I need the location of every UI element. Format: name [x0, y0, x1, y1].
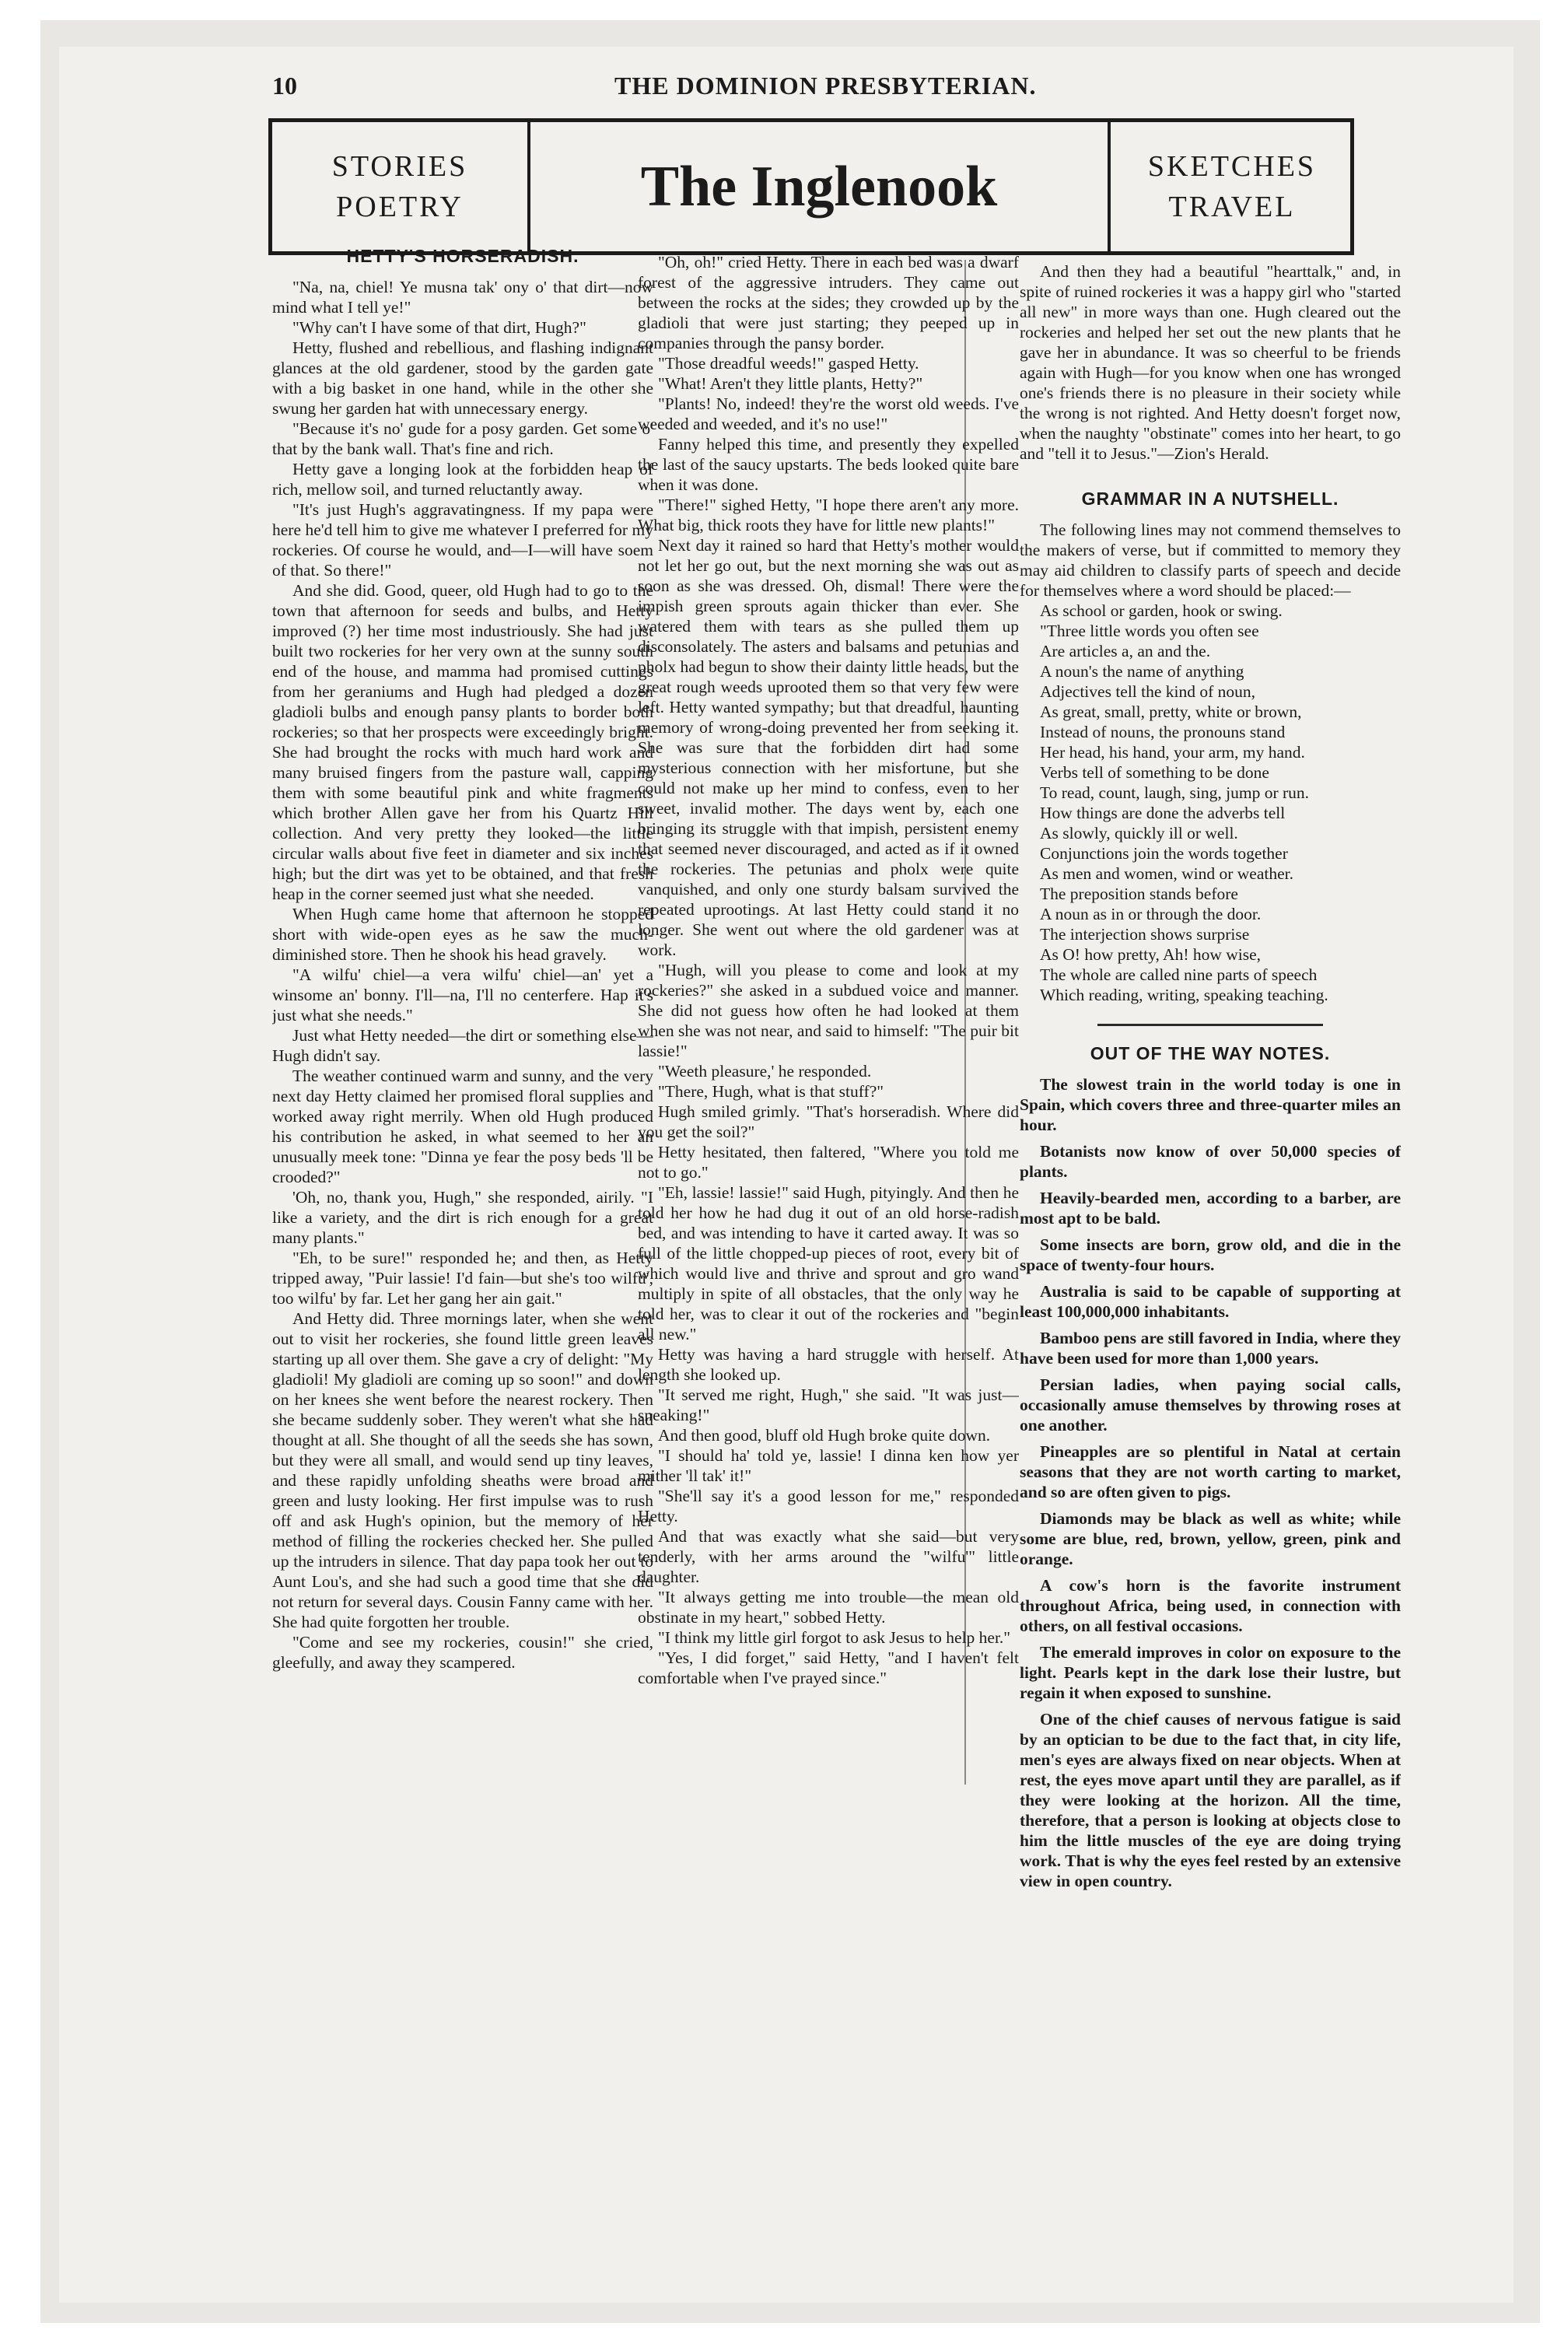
grammar-title: GRAMMAR IN A NUTSHELL. — [1081, 489, 1339, 509]
verse-line: Are articles a, an and the. — [1040, 642, 1211, 660]
banner-left-box — [272, 122, 530, 251]
verse-line: To read, count, laugh, sing, jump or run. — [1040, 783, 1310, 802]
verse-line: "Three little words you often see — [1040, 622, 1259, 640]
verse-line: A noun's the name of anything — [1040, 662, 1244, 681]
story-body-part-1 — [272, 277, 653, 1673]
story-paragraph: And that was exactly what she said—but very tenderly, with her arms around the "wilfu'" little daughter. — [638, 1527, 1019, 1586]
story-paragraph: When Hugh came home that afternoon he stopped short with wide-open eyes as he saw the much-diminished store. Then he shook his head gravely. — [272, 905, 653, 964]
story-paragraph: "Na, na, chiel! Ye musna tak' ony o' that dirt—now mind what I tell ye!" — [272, 278, 653, 317]
verse-line: The preposition stands before — [1040, 885, 1238, 903]
note-item: Some insects are born, grow old, and die in the space of twenty-four hours. — [1020, 1235, 1401, 1274]
story-paragraph: Hetty, flushed and rebellious, and flashing indignant glances at the old gardener, stood by the garden gate with a big basket in one hand, while in the other she swung her garden hat with unnecessary energy. — [272, 338, 653, 418]
verse-line: The interjection shows surprise — [1040, 925, 1250, 944]
banner-word: STORIES — [331, 150, 468, 183]
story-paragraph: "Hugh, will you please to come and look at my rockeries?" she asked in a subdued voice and manner. She did not guess how often he had looked at them when she was not near, and said to himself: "The puir bit lassie!" — [638, 961, 1019, 1060]
note-item: The emerald improves in color on exposure to the light. Pearls kept in the dark lose their lustre, but regain it when exposed to sunshine. — [1020, 1643, 1401, 1702]
story-paragraph: "Because it's no' gude for a posy garden. Get some o' that by the bank wall. That's fine and rich. — [272, 419, 653, 458]
story-paragraph: "She'll say it's a good lesson for me," responded Hetty. — [638, 1487, 1019, 1526]
story-paragraph: "I should ha' told ye, lassie! I dinna ken how yer mither 'll tak' it!" — [638, 1446, 1019, 1485]
grammar-verse — [1020, 601, 1401, 1005]
note-item: Pineapples are so plentiful in Natal at certain seasons that they are not worth carting to market, and so are often given to pigs. — [1020, 1442, 1401, 1501]
note-item: Bamboo pens are still favored in India, where they have been used for more than 1,000 years. — [1020, 1329, 1401, 1368]
note-item: A cow's horn is the favorite instrument throughout Africa, being used, in connection with others, on all festival occasions. — [1020, 1576, 1401, 1635]
story-paragraph: "It's just Hugh's aggravatingness. If my papa were here he'd tell him to give me whatever I preferred for my rockeries. Of course he would, and—I—will have soem of that. So there!" — [272, 500, 653, 580]
verse-line: As school or garden, hook or swing. — [1040, 601, 1283, 620]
story-paragraph: And Hetty did. Three mornings later, when she went out to visit her rockeries, she found little green leaves starting up all over them. She gave a cry of delight: "My gladioli! My gladioli are coming up so soon!" and down on her knees she went before the nearest rockery. Then she became suddenly sober. They weren't what she had thought at all. She thought of all the seeds she has sown, but they were all small, and would send up tiny leaves, and these rapidly unfolding sheaths were broad and green and lusty looking. Her first impulse was to rush off and ask Hugh's opinion, but the memory of her method of filling the rockeries checked her. She pulled up the intruders in silence. That day papa took her out to Aunt Lou's, and she had such a good time that she did not return for several days. Cousin Fanny came with her. She had quite forgotten her trouble. — [272, 1309, 653, 1631]
verse-line: A noun as in or through the door. — [1040, 905, 1262, 923]
banner-word: POETRY — [336, 191, 464, 223]
verse-line: Which reading, writing, speaking teaching. — [1040, 986, 1328, 1004]
note-item: Diamonds may be black as well as white; while some are blue, red, brown, yellow, green, pink and orange. — [1020, 1509, 1401, 1568]
grammar-intro: The following lines may not commend themselves to the makers of verse, but if committed to memory they may aid children to classify parts of speech and decide for themselves where a word should be placed:— — [1020, 520, 1401, 600]
verse-line: The whole are called nine parts of speech — [1040, 965, 1318, 984]
note-item: Heavily-bearded men, according to a barber, are most apt to be bald. — [1020, 1189, 1401, 1228]
story-paragraph: "Come and see my rockeries, cousin!" she cried, gleefully, and away they scampered. — [272, 1633, 653, 1672]
story-paragraph: And then good, bluff old Hugh broke quite down. — [658, 1426, 991, 1445]
story-paragraph: "Those dreadful weeds!" gasped Hetty. — [658, 354, 919, 373]
banner-word: TRAVEL — [1168, 191, 1296, 223]
story-paragraph: Fanny helped this time, and presently they expelled the last of the saucy upstarts. The beds looked quite bare when it was done. — [638, 435, 1019, 494]
journal-title: THE DOMINION PRESBYTERIAN. — [614, 72, 1037, 100]
story-paragraph: "Weeth pleasure,' he responded. — [658, 1062, 872, 1081]
story-paragraph: "There!" sighed Hetty, "I hope there aren't any more. What big, thick roots they have for little new plants!" — [638, 496, 1019, 534]
section-title: The Inglenook — [640, 154, 998, 219]
notes-title: OUT OF THE WAY NOTES. — [1090, 1043, 1331, 1063]
note-item: One of the chief causes of nervous fatigue is said by an optician to be due to the fact that, in city life, men's eyes are always fixed on near objects. When at rest, the eyes move apart until they are parallel, as if they were looking at the horizon. All the time, therefore, that a person is looking at objects close to him the little muscles of the eye are doing trying work. That is why the eyes feel rested by an extensive view in open country. — [1020, 1710, 1401, 1890]
verse-line: As men and women, wind or weather. — [1040, 864, 1294, 883]
column-1 — [272, 243, 653, 2265]
page-number: 10 — [272, 72, 297, 100]
story-paragraph: "There, Hugh, what is that stuff?" — [658, 1082, 884, 1101]
note-item: Botanists now know of over 50,000 species of plants. — [1020, 1142, 1401, 1181]
story-body-part-2 — [638, 252, 1019, 1688]
story-paragraph: "Eh, lassie! lassie!" said Hugh, pityingly. And then he told her how he had dug it out of an old horse-radish bed, and was intending to have it carted away. It was so full of the little chopped-up pieces of root, every bit of which would live and thrive and sprout and gro wand multiply in spite of all obstacles, that the only way he told her, was to clear it out of the rockeries and "begin all new." — [638, 1183, 1019, 1343]
story-paragraph: "Why can't I have some of that dirt, Hugh?" — [292, 318, 586, 337]
story-paragraph: Hetty was having a hard struggle with herself. At length she looked up. — [638, 1345, 1019, 1384]
story-paragraph: "Plants! No, indeed! they're the worst old weeds. I've weeded and weeded, and it's no use!" — [638, 394, 1019, 433]
note-item: Australia is said to be capable of supporting at least 100,000,000 inhabitants. — [1020, 1282, 1401, 1321]
column-2 — [638, 252, 1019, 2275]
story-paragraph: 'Oh, no, thank you, Hugh," she responded, airily. "I like a variety, and the dirt is rich enough for a great many plants." — [272, 1188, 653, 1247]
verse-line: Instead of nouns, the pronouns stand — [1040, 723, 1286, 741]
story-paragraph: And then they had a beautiful "hearttalk," and, in spite of ruined rockeries it was a happy girl who "started all new" in more ways than one. Hugh cleared out the rockeries and helped her set out the new plants that he gave her in abundance. It was so cheerful to be friends again with Hugh—for you know when one has wronged one's friends there is no pleasure in their society while the wrong is not righted. And Hetty doesn't forget now, when the naughty "obstinate" comes into her heart, to go and "tell it to Jesus."—Zion's Herald. — [1020, 262, 1401, 463]
story-paragraph: "Yes, I did forget," said Hetty, "and I haven't felt comfortable when I've prayed since." — [638, 1648, 1019, 1687]
story-paragraph: Next day it rained so hard that Hetty's mother would not let her go out, but the next morning she was out as soon as she was dressed. Oh, dismal! There were the impish green sprouts again thicker than ever. She watered them with tears as she pulled them up disconsolately. The asters and balsams and petunias and pholx had begun to show their dainty little heads, but the great rough weeds uprooted them so that very few were left. Hetty wanted sympathy; but that dreadful, haunting memory of wrong-doing prevented her from seeking it. She was sure that the forbidden dirt had some mysterious connection with her misfortune, but she could not make up her mind to confess, even to her sweet, invalid mother. The days went by, each one bringing its struggle with that impish, persistent enemy that seemed never discouraged, and acted as if it owned the rockeries. The petunias and pholx were quite vanquished, and only one sturdy balsam survived the repeated uprootings. At last Hetty could stand it no longer. She went out where the old gardener was at work. — [638, 536, 1019, 959]
story-paragraph: "I think my little girl forgot to ask Jesus to help her." — [658, 1628, 1011, 1647]
verse-line: Adjectives tell the kind of noun, — [1040, 682, 1256, 701]
banner-right-box — [1108, 122, 1353, 251]
note-item: Persian ladies, when paying social calls, occasionally amuse themselves by throwing roses at one another. — [1020, 1375, 1401, 1434]
story-paragraph: "What! Aren't they little plants, Hetty?" — [658, 374, 923, 393]
verse-line: Her head, his hand, your arm, my hand. — [1040, 743, 1305, 762]
story-body-part-3 — [1020, 261, 1401, 464]
story-paragraph: "Eh, to be sure!" responded he; and then, as Hetty tripped away, "Puir lassie! I'd fain—but she's too wilfu', too wilfu' by far. Let her gang her ain gait." — [272, 1249, 653, 1308]
verse-line: Verbs tell of something to be done — [1040, 763, 1269, 782]
notes-list — [1020, 1074, 1401, 1891]
section-rule — [1097, 1024, 1323, 1026]
verse-line: How things are done the adverbs tell — [1040, 804, 1286, 822]
story-paragraph: Hetty gave a longing look at the forbidden heap of rich, mellow soil, and turned reluctantly away. — [272, 460, 653, 499]
story-paragraph: "It always getting me into trouble—the mean old obstinate in my heart," sobbed Hetty. — [638, 1588, 1019, 1627]
story-paragraph: "Oh, oh!" cried Hetty. There in each bed was a dwarf forest of the aggressive intruders. They came out between the rocks at the sides; they crowded up by the gladioli that were just starting; they peeped up in companies through the pansy border. — [638, 253, 1019, 352]
verse-line: As great, small, pretty, white or brown, — [1040, 702, 1302, 721]
story-paragraph: The weather continued warm and sunny, and the very next day Hetty claimed her promised floral supplies and worked away right merrily. When old Hugh produced his contribution he asked, in what seemed to her an unusually meek tone: "Dinna ye fear the posy beds 'll be crooded?" — [272, 1067, 653, 1186]
column-3 — [1020, 261, 1401, 2284]
story-title: HETTY'S HORSERADISH. — [346, 246, 579, 266]
story-paragraph: "A wilfu' chiel—a vera wilfu' chiel—an' yet a winsome an' bonny. I'll—na, I'll no centerfere. Hap it's just what she needs." — [272, 965, 653, 1025]
verse-line: As O! how pretty, Ah! how wise, — [1040, 945, 1262, 964]
story-paragraph: Just what Hetty needed—the dirt or something else—Hugh didn't say. — [272, 1026, 653, 1065]
section-banner — [268, 118, 1354, 255]
story-paragraph: Hugh smiled grimly. "That's horseradish. Where did you get the soil?" — [638, 1102, 1019, 1141]
banner-word: SKETCHES — [1147, 150, 1317, 183]
banner-center-box — [530, 122, 1108, 251]
note-item: The slowest train in the world today is one in Spain, which covers three and three-quarter miles an hour. — [1020, 1075, 1401, 1134]
verse-line: Conjunctions join the words together — [1040, 844, 1288, 863]
story-paragraph: "It served me right, Hugh," she said. "It was just—sneaking!" — [638, 1385, 1019, 1424]
story-paragraph: And she did. Good, queer, old Hugh had to go to the town that afternoon for seeds and bulbs, and Hetty improved (?) her time most industriously. She had just built two rockeries for her very own at the sunny south end of the house, and mamma had promised cuttings from her geraniums and Hugh had pledged a dozen gladioli bulbs and enough pansy plants to border both rockeries; so that her prospects were exceedingly bright. She had brought the rocks with much hard work and many bruised fingers from the pasture wall, capping them with some beautiful pink and white fragments which brother Allen gave her from his Quartz Hill collection. And very pretty they looked—the little circular walls about five feet in diameter and six inches high; but the dirt was yet to be obtained, and that fresh heap in the corner seemed just what she needed. — [272, 581, 653, 903]
story-paragraph: Hetty hesitated, then faltered, "Where you told me not to go." — [638, 1143, 1019, 1182]
verse-line: As slowly, quickly ill or well. — [1040, 824, 1238, 842]
